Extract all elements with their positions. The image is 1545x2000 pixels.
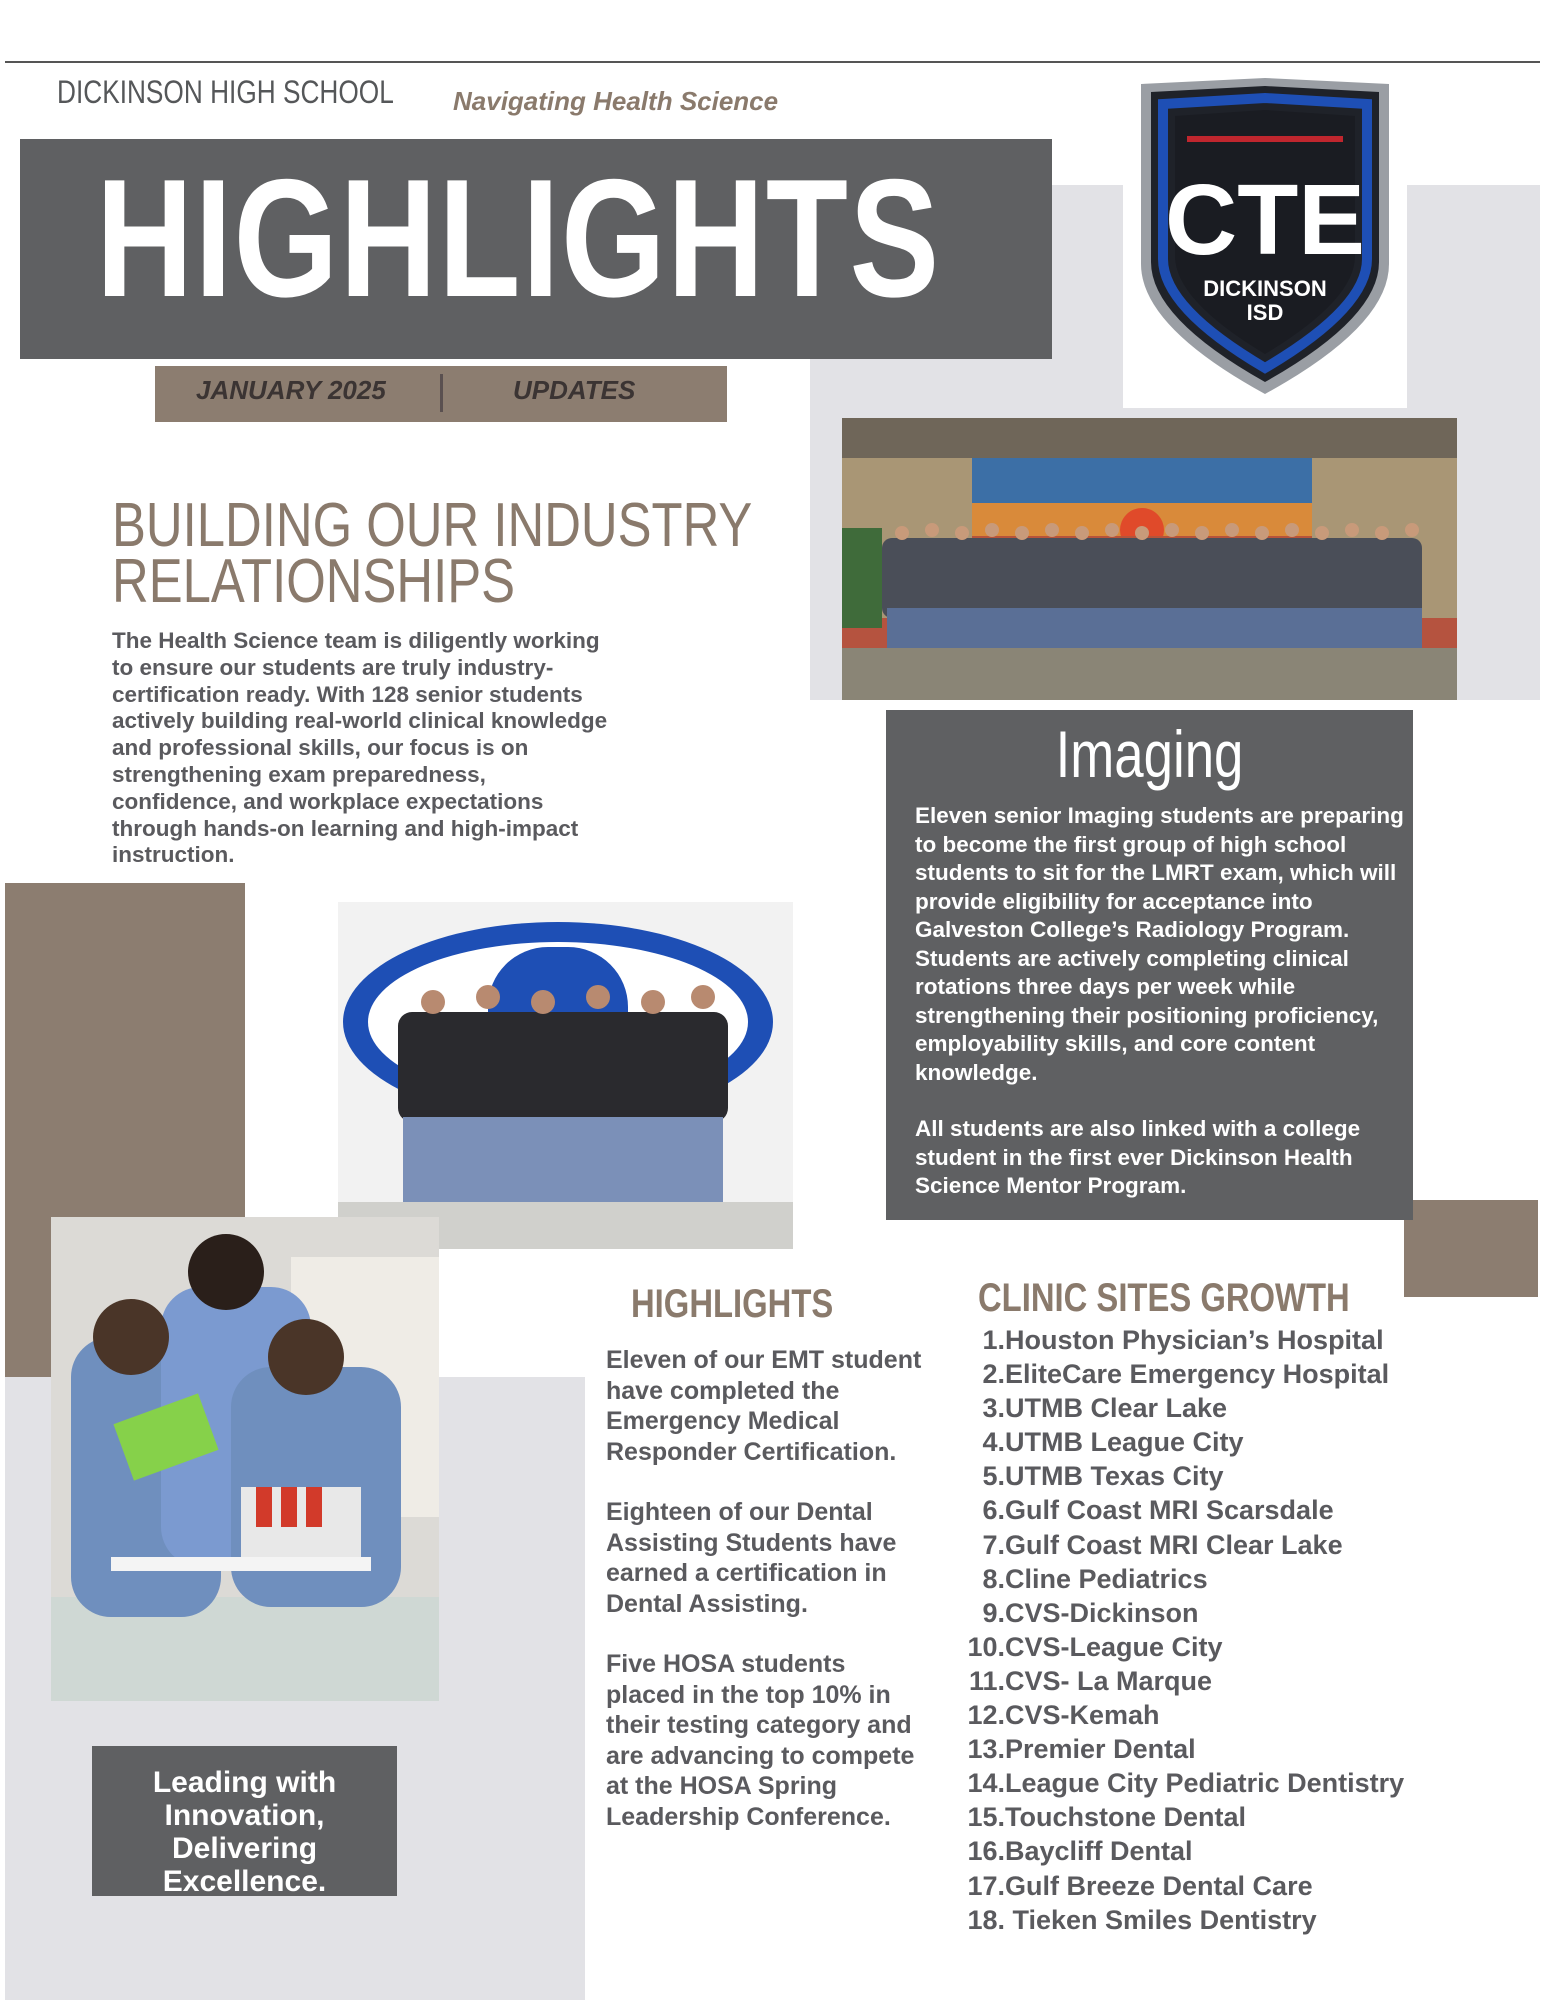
imaging-title: Imaging — [1055, 717, 1244, 791]
date-separator — [440, 374, 443, 412]
imaging-paragraph: All students are also linked with a college student in the first ever Dickinson Health Science Mentor Program. — [915, 1116, 1361, 1198]
group-photo-mural — [842, 418, 1457, 700]
logo-sub1: DICKINSON — [1203, 276, 1327, 301]
banner-title: HIGHLIGHTS — [96, 144, 941, 332]
building-title-line: RELATIONSHIPS — [112, 547, 516, 616]
imaging-body — [915, 802, 1405, 1229]
tagline: Navigating Health Science — [453, 86, 779, 116]
building-title-line: BUILDING OUR INDUSTRY — [112, 491, 753, 560]
clinic-item: 10.CVS-League City — [967, 1631, 1223, 1662]
issue-label: UPDATES — [513, 375, 636, 405]
lab-photo — [51, 1217, 439, 1701]
highlights-body — [606, 1345, 926, 1862]
top-rule — [5, 61, 1540, 63]
clinic-item: 17.Gulf Breeze Dental Care — [967, 1870, 1313, 1901]
clinic-item: 11.CVS- La Marque — [968, 1665, 1213, 1696]
building-title — [112, 491, 753, 616]
clinic-item: 7.Gulf Coast MRI Clear Lake — [982, 1529, 1343, 1560]
highlight-item: Eighteen of our Dental Assisting Students have earned a certification in Dental Assisting. — [606, 1498, 897, 1618]
school-name: DICKINSON HIGH SCHOOL — [57, 74, 394, 110]
highlights-heading: HIGHLIGHTS — [631, 1282, 834, 1326]
motto-line: Innovation, Delivering — [164, 1799, 325, 1865]
building-body: The Health Science team is diligently working to ensure our students are truly industry-certification ready. With 128 senior students actively building real-world clinical knowledge and professional skills, our focus is on strengthening exam preparedness, confidence, and workplace expectations through hands-on learning and high-impact instruction. — [112, 628, 608, 868]
highlight-item: Five HOSA students placed in the top 10% in their testing category and are advancing to compete at the HOSA Spring Leadership Conference. — [606, 1650, 915, 1831]
highlight-item: Eleven of our EMT student have completed the Emergency Medical Responder Certification. — [606, 1346, 922, 1466]
clinic-item: 2.EliteCare Emergency Hospital — [982, 1359, 1390, 1390]
logo-text: CTE — [1165, 164, 1365, 276]
clinic-item: 1.Houston Physician’s Hospital — [982, 1325, 1384, 1355]
clinic-item: 6.Gulf Coast MRI Scarsdale — [982, 1495, 1334, 1526]
issue-date: JANUARY 2025 — [196, 375, 386, 405]
clinic-item: 12.CVS-Kemah — [967, 1700, 1160, 1731]
clinic-list — [960, 1323, 1520, 1937]
clinic-item: 13.Premier Dental — [967, 1734, 1196, 1765]
clinic-item: 3.UTMB Clear Lake — [982, 1393, 1228, 1424]
group-photo-logo-wall — [338, 902, 793, 1249]
motto-text — [92, 1766, 397, 1898]
brown-accent-square — [1404, 1200, 1538, 1297]
clinic-item: 9.CVS-Dickinson — [982, 1597, 1199, 1628]
clinic-item: 5.UTMB Texas City — [982, 1461, 1224, 1492]
clinic-heading: CLINIC SITES GROWTH — [978, 1276, 1350, 1320]
motto-line: Excellence. — [162, 1865, 327, 1898]
cte-logo — [1123, 64, 1407, 408]
clinic-item: 15.Touchstone Dental — [967, 1802, 1247, 1833]
clinic-item: 18. Tieken Smiles Dentistry — [967, 1904, 1317, 1935]
clinic-item: 16.Baycliff Dental — [967, 1836, 1193, 1867]
clinic-item: 14.League City Pediatric Dentistry — [967, 1768, 1405, 1799]
imaging-paragraph: Eleven senior Imaging students are preparing to become the first group of high school students to sit for the LMRT exam, which will provide eligibility for acceptance into Galveston College’s Radiology Program. Students are actively completing clinical rotations three days per week while strengthening their positioning proficiency, employability skills, and core content knowledge. — [915, 803, 1404, 1085]
motto-line: Leading with — [152, 1766, 337, 1799]
logo-sub2: ISD — [1246, 300, 1284, 325]
cte-shield-icon — [1123, 64, 1407, 408]
clinic-item: 8.Cline Pediatrics — [982, 1563, 1208, 1594]
clinic-item: 4.UTMB League City — [982, 1427, 1244, 1458]
